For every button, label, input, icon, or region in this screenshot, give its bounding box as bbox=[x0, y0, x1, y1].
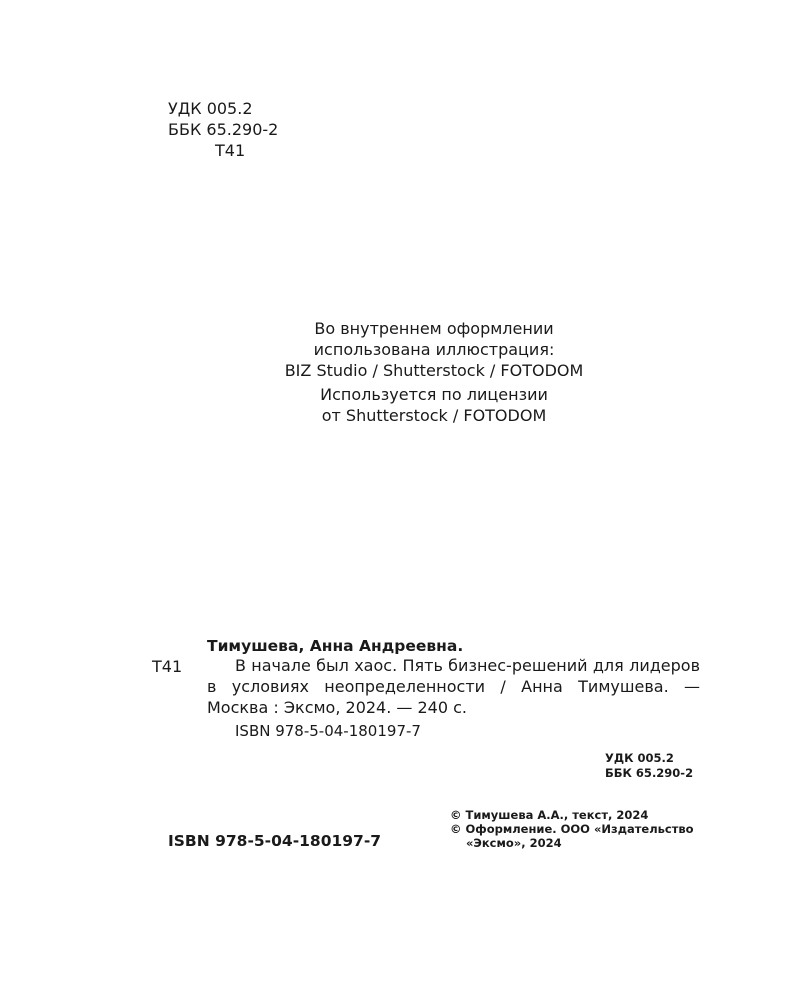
udk-code: УДК 005.2 bbox=[168, 99, 253, 118]
copyright-line: «Эксмо», 2024 bbox=[466, 836, 562, 850]
credits-line: использована иллюстрация: bbox=[313, 340, 555, 359]
copyright-line: © Тимушева А.А., текст, 2024 bbox=[450, 808, 649, 822]
udk-code-right: УДК 005.2 bbox=[605, 751, 674, 765]
catalog-isbn: ISBN 978-5-04-180197-7 bbox=[235, 722, 421, 740]
catalog-author: Тимушева, Анна Андреевна. bbox=[207, 637, 464, 655]
illustration-credits bbox=[0, 318, 800, 426]
credits-line: Во внутреннем оформлении bbox=[314, 319, 554, 338]
isbn-bottom: ISBN 978-5-04-180197-7 bbox=[168, 832, 382, 850]
credits-line: от Shutterstock / FOTODOM bbox=[321, 406, 547, 425]
catalog-mark: Т41 bbox=[152, 657, 183, 676]
copyright-block bbox=[450, 808, 694, 850]
bbk-code-right: ББК 65.290-2 bbox=[605, 766, 694, 780]
copyright-line: © Оформление. ООО «Издательство bbox=[450, 822, 694, 836]
bbk-code: ББК 65.290-2 bbox=[168, 120, 279, 139]
catalog-annotation: В начале был хаос. Пять бизнес-решений для лидеров в условиях неопределенности / Анна Тимушева. — Москва : Эксмо, 2024. — 240 с. bbox=[207, 656, 700, 717]
credits-line: BIZ Studio / Shutterstock / FOTODOM bbox=[284, 361, 584, 380]
classification-codes bbox=[168, 98, 278, 161]
credits-line: Используется по лицензии bbox=[320, 385, 548, 404]
codes-right bbox=[605, 751, 693, 781]
author-mark: Т41 bbox=[215, 141, 246, 160]
